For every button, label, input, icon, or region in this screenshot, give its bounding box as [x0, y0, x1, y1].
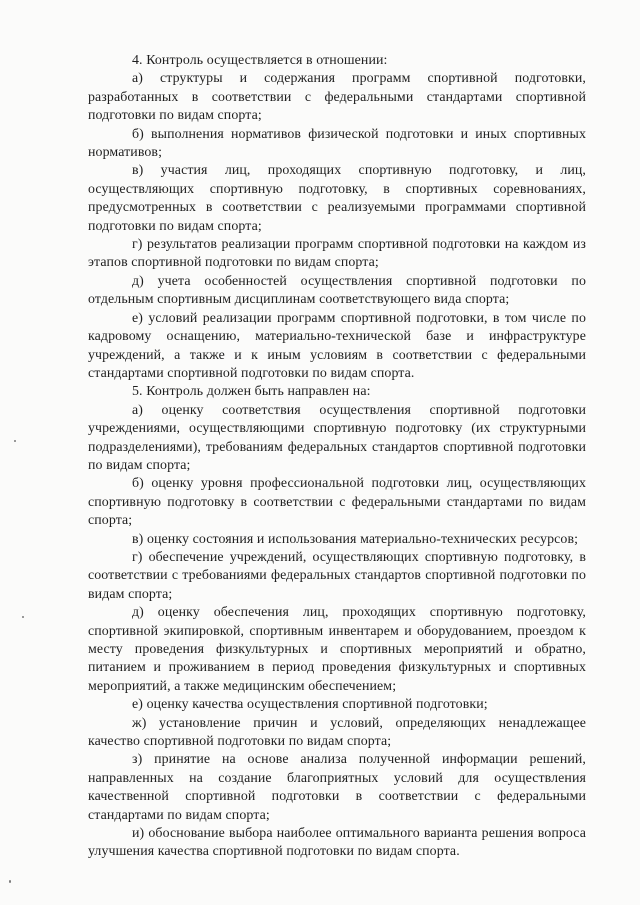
section-5-item-e: е) оценку качества осуществления спортивной подготовки; — [132, 697, 488, 713]
section-5-item-v: в) оценку состояния и использования материально-технических ресурсов; — [132, 531, 579, 547]
section-4-item-e: е) условий реализации программ спортивной подготовки, в том числе по кадровому оснащению, материально-технической базе и инфраструктуре учреждений, а также и к иным условиям в соответствии с федеральными стандартами спортивной подготовки по видам спорта. — [88, 310, 586, 381]
section-5-item-g: г) обеспечение учреждений, осуществляющих спортивную подготовку, в соответствии с требованиями федеральных стандартов спортивной подготовки по видам спорта; — [88, 549, 586, 602]
section-5-item-z: з) принятие на основе анализа полученной информации решений, направленных на создание благоприятных условий для осуществления качественной спортивной подготовки в соответствии с федеральными стандартами по видам спорта; — [88, 752, 586, 823]
section-5-item-b: б) оценку уровня профессиональной подготовки лиц, осуществляющих спортивную подготовку в соответствии с федеральными стандартами по видам спорта; — [88, 476, 586, 529]
scan-speck — [9, 880, 11, 883]
section-5-item-i: и) обоснование выбора наиболее оптимального варианта решения вопроса улучшения качества спортивной подготовки по видам спорта. — [88, 826, 586, 860]
section-4-item-d: д) учета особенностей осуществления спортивной подготовки по отдельным спортивным дисциплинам соответствующего вида спорта; — [88, 273, 586, 308]
section-4-item-g: г) результатов реализации программ спортивной подготовки на каждом из этапов спортивной подготовки по видам спорта; — [88, 237, 586, 271]
scan-speck — [14, 440, 16, 442]
section-4-heading: 4. Контроль осуществляется в отношении: — [132, 53, 388, 68]
section-4-item-b: б) выполнения нормативов физической подготовки и иных спортивных нормативов; — [88, 126, 586, 161]
document-body — [88, 52, 586, 862]
section-5-item-a: а) оценку соответствия осуществления спортивной подготовки учреждениями, осуществляющими спортивную подготовку (их структурными подразделениями), требованиям федеральных стандартов спортивной подготовки по видам спорта; — [88, 402, 586, 473]
scan-speck — [22, 616, 24, 618]
section-4-item-a: а) структуры и содержания программ спортивной подготовки, разработанных в соответствии с федеральными стандартами спортивной подготовки по видам спорта; — [88, 71, 586, 124]
section-5-heading: 5. Контроль должен быть направлен на: — [132, 384, 371, 400]
section-5-item-zh: ж) установление причин и условий, определяющих ненадлежащее качество спортивной подготовки по видам спорта; — [88, 715, 586, 750]
section-4-item-v: в) участия лиц, проходящих спортивную подготовку, и лиц, осуществляющих спортивную подготовку, в спортивных соревнованиях, предусмотренных в соответствии с реализуемыми программами спортивной подготовки по видам спорта; — [88, 163, 586, 234]
section-5-item-d: д) оценку обеспечения лиц, проходящих спортивную подготовку, спортивной экипировкой, спортивным инвентарем и оборудованием, проездом к месту проведения физкультурных и спортивных мероприятий и обратно, питанием и проживанием в период проведения физкультурных и спортивных мероприятий, а также медицинским обеспечением; — [88, 605, 586, 694]
